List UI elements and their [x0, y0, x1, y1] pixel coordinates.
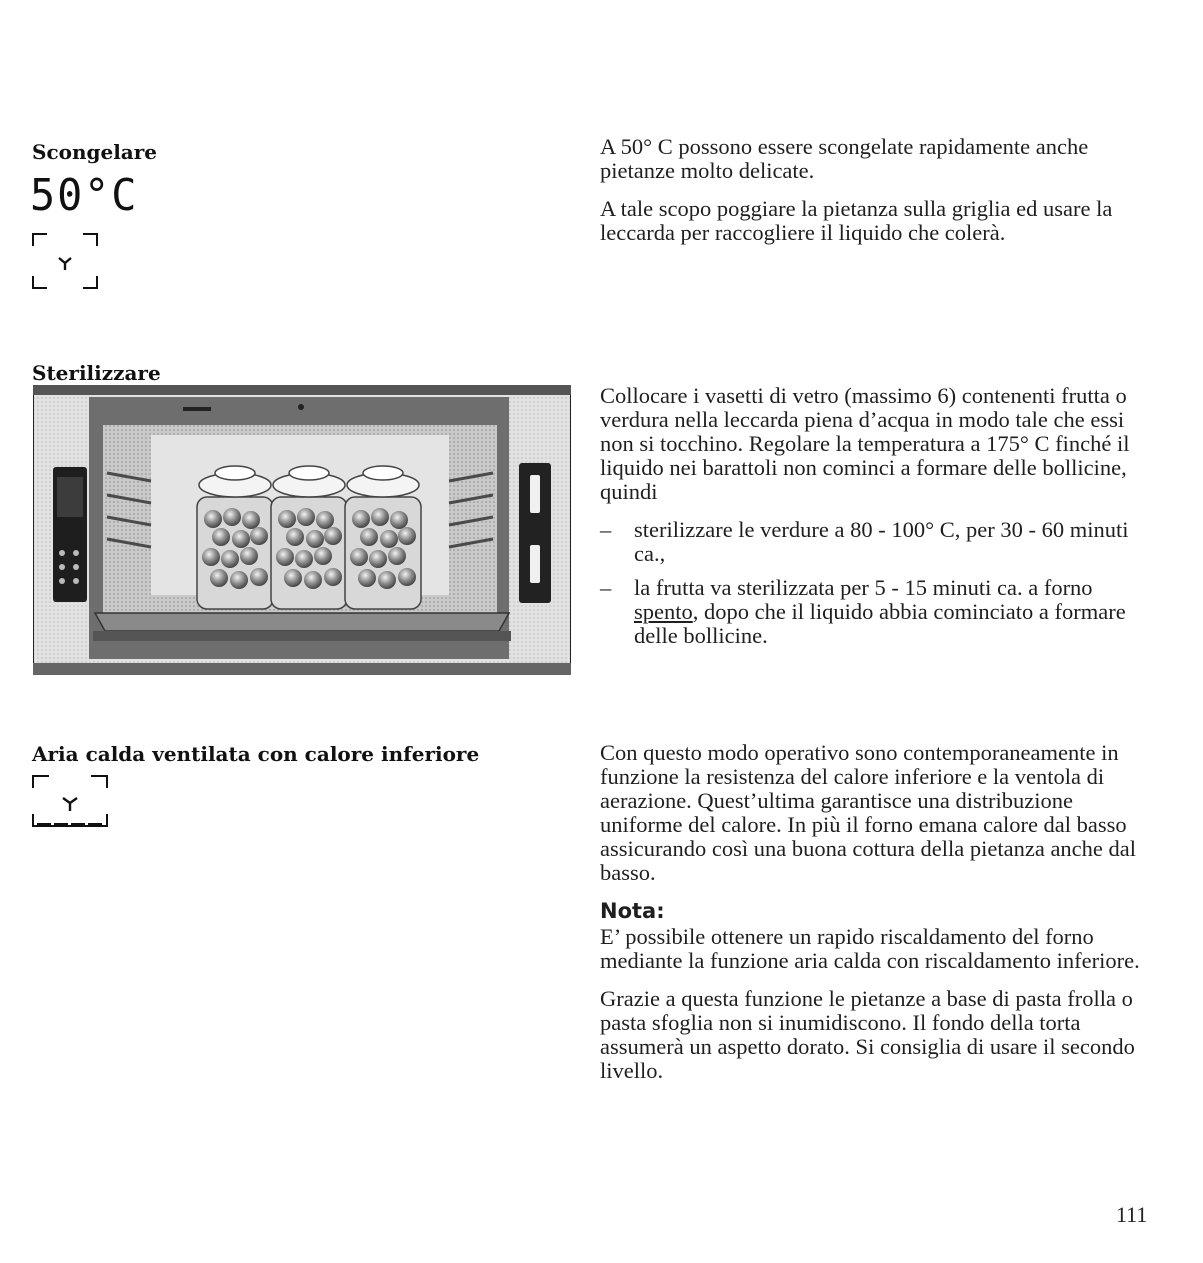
section-text-aria-calda — [600, 741, 1160, 1097]
bullet-dash: – — [600, 517, 612, 542]
bullet-list — [600, 518, 1160, 648]
paragraph: Con questo modo operativo sono contemporaneamente in funzione la resistenza del calore inferiore e la ventola di aerazione. Quest’ultima garantisce una distribuzione uniforme del calore. In più il forno emana calore dal basso assicurando così una buona cottura della pietanza anche dal basso. — [600, 740, 1137, 885]
list-item — [600, 518, 1160, 566]
section-text-sterilizzare — [600, 384, 1160, 658]
oven-with-jars-illustration — [33, 385, 571, 675]
fan-in-frame-icon — [31, 232, 99, 290]
section-text-scongelare — [600, 135, 1160, 259]
nota-label: Nota: — [600, 899, 665, 923]
list-item-text: sterilizzare le verdure a 80 - 100° C, per 30 - 60 minuti ca., — [634, 517, 1129, 566]
paragraph: A tale scopo poggiare la pietanza sulla griglia ed usare la leccarda per raccogliere il liquido che colerà. — [600, 196, 1113, 245]
list-item-text-before: la frutta va sterilizzata per 5 - 15 minuti ca. a forno — [634, 575, 1093, 600]
page-number: 111 — [1116, 1202, 1148, 1227]
section-heading-sterilizzare: Sterilizzare — [32, 361, 161, 385]
list-item-text-after: , dopo che il liquido abbia cominciato a formare delle bollicine. — [634, 599, 1126, 648]
paragraph: Grazie a questa funzione le pietanze a base di pasta frolla o pasta sfoglia non si inumidiscono. Il fondo della torta assumerà un aspetto dorato. Si consiglia di usare il secondo livello. — [600, 986, 1135, 1083]
fan-bottom-heat-icon — [31, 774, 109, 828]
nota-block — [600, 899, 1160, 973]
paragraph: A 50° C possono essere scongelate rapidamente anche pietanze molto delicate. — [600, 134, 1089, 183]
paragraph: Collocare i vasetti di vetro (massimo 6) contenenti frutta o verdura nella leccarda piena d’acqua in modo tale che essi non si tocchino. Regolare la temperatura a 175° C finché il liquido nei barattoli non cominci a formare delle bollicine, quindi — [600, 383, 1130, 504]
temperature-display: 50°C — [30, 170, 139, 221]
list-item — [600, 576, 1160, 648]
underlined-word: spento — [634, 599, 693, 624]
section-heading-scongelare: Scongelare — [32, 140, 158, 164]
section-heading-aria-calda: Aria calda ventilata con calore inferiore — [32, 742, 480, 766]
nota-text: E’ possibile ottenere un rapido riscaldamento del forno mediante la funzione aria calda con riscaldamento inferiore. — [600, 924, 1140, 973]
bullet-dash: – — [600, 575, 612, 600]
